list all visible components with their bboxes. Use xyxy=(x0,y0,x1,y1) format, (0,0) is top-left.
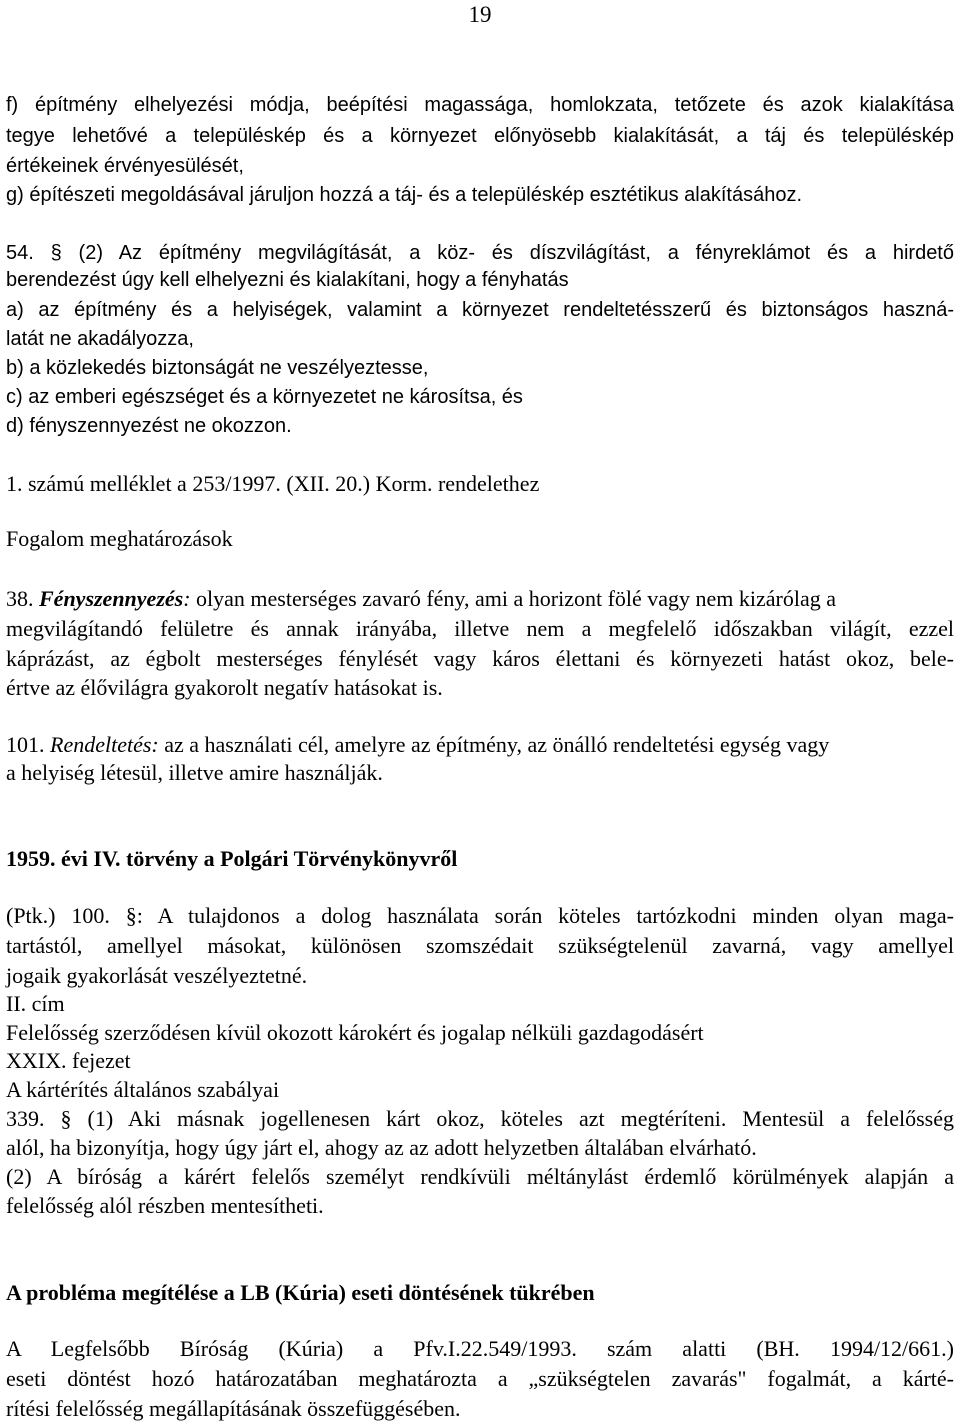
section-54-line-6: c) az emberi egészséget és a környezetet ne károsítsa, és xyxy=(6,386,523,408)
ptk-100-line-3: jogaik gyakorlását veszélyeztetné. xyxy=(6,963,308,988)
page-number: 19 xyxy=(468,2,492,27)
curia-line-2: eseti döntést hozó határozatában meghatározta a „szükségtelen zavarás" fogalmát, a kárté- xyxy=(6,1368,954,1391)
definition-38-number: 38. xyxy=(6,586,39,611)
annex-subtitle: Fogalom meghatározások xyxy=(6,526,233,551)
section-54-line-2: berendezést úgy kell elhelyezni és kialakítani, hogy a fényhatás xyxy=(6,269,569,291)
section-f-line-3: értékeinek érvényesülését, xyxy=(6,155,244,177)
ptk-339-line-2: alól, ha bizonyítja, hogy úgy járt el, ahogy az az adott helyzetben általában elvárható. xyxy=(6,1135,757,1160)
definition-101-text: az a használati cél, amelyre az építmény, az önálló rendeltetési egység vagy xyxy=(158,732,830,757)
section-g-line-1: g) építészeti megoldásával járuljon hozzá a táj- és a településkép esztétikus alakításához. xyxy=(6,184,803,206)
section-f-line-2: tegye lehetővé a településkép és a környezet előnyösebb kialakítását, a táj és településkép xyxy=(6,126,954,147)
definition-38-text: olyan mesterséges zavaró fény, ami a horizont fölé vagy nem kizárólag a xyxy=(190,586,837,611)
definition-38-line-1 xyxy=(6,588,954,610)
definition-101-line-1 xyxy=(6,734,954,756)
section-54-line-1: 54. § (2) Az építmény megvilágítását, a köz- és díszvilágítást, a fényreklámot és a hirdető xyxy=(6,243,954,264)
ptk-339-line-4: felelősség alól részben mentesítheti. xyxy=(6,1193,324,1218)
ptk-100-line-1: (Ptk.) 100. §: A tulajdonos a dolog használata során köteles tartózkodni minden olyan maga- xyxy=(6,905,954,928)
definition-38-line-3: káprázást, az égbolt mesterséges fénylését vagy káros élettani és környezeti hatást okoz, bele- xyxy=(6,648,954,671)
section-54-line-7: d) fényszennyezést ne okozzon. xyxy=(6,415,292,437)
definition-101-line-2: a helyiség létesül, illetve amire használják. xyxy=(6,760,383,785)
section-54-line-3: a) az építmény és a helyiségek, valamint a környezet rendeltetésszerű és biztonságos haszná- xyxy=(6,300,954,321)
curia-line-3: rítési felelősség megállapításának összefüggésében. xyxy=(6,1396,461,1421)
curia-line-1: A Legfelsőbb Bíróság (Kúria) a Pfv.I.22.549/1993. szám alatti (BH. 1994/12/661.) xyxy=(6,1338,954,1361)
ptk-339-line-3: (2) A bíróság a kárért felelős személyt rendkívüli méltánylást érdemlő körülmények alapján a xyxy=(6,1166,954,1189)
title-II-name: Felelősség szerződésen kívül okozott károkért és jogalap nélküli gazdagodásért xyxy=(6,1020,704,1045)
definition-101-number: 101. xyxy=(6,732,50,757)
ptk-100-line-2: tartástól, amellyel másokat, különösen szomszédait szükségtelenül zavarná, vagy amellyel xyxy=(6,935,954,958)
definition-38-term: Fényszennyezés xyxy=(39,586,184,611)
title-II: II. cím xyxy=(6,991,65,1016)
definition-38-line-4: értve az élővilágra gyakorolt negatív hatásokat is. xyxy=(6,675,443,700)
annex-title: 1. számú melléklet a 253/1997. (XII. 20.) Korm. rendelethez xyxy=(6,471,540,496)
chapter-XXIX-name: A kártérítés általános szabályai xyxy=(6,1077,280,1102)
civil-code-heading: 1959. évi IV. törvény a Polgári Törvénykönyvről xyxy=(6,846,458,871)
section-54-line-4: latát ne akadályozza, xyxy=(6,328,194,350)
section-f-line-1: f) építmény elhelyezési módja, beépítési magassága, homlokzata, tetőzete és azok kialakítása xyxy=(6,95,954,116)
definition-38-line-2: megvilágítandó felületre és annak irányába, illetve nem a megfelelő időszakban világít, ezzel xyxy=(6,618,954,641)
section-54-line-5: b) a közlekedés biztonságát ne veszélyeztesse, xyxy=(6,357,429,379)
curia-heading: A probléma megítélése a LB (Kúria) eseti döntésének tükrében xyxy=(6,1280,595,1305)
ptk-339-line-1: 339. § (1) Aki másnak jogellenesen kárt okoz, köteles azt megtéríteni. Mentesül a felelősség xyxy=(6,1108,954,1131)
definition-38-colon: : xyxy=(183,586,191,611)
definition-101-term: Rendeltetés: xyxy=(50,732,159,757)
chapter-XXIX: XXIX. fejezet xyxy=(6,1048,131,1073)
